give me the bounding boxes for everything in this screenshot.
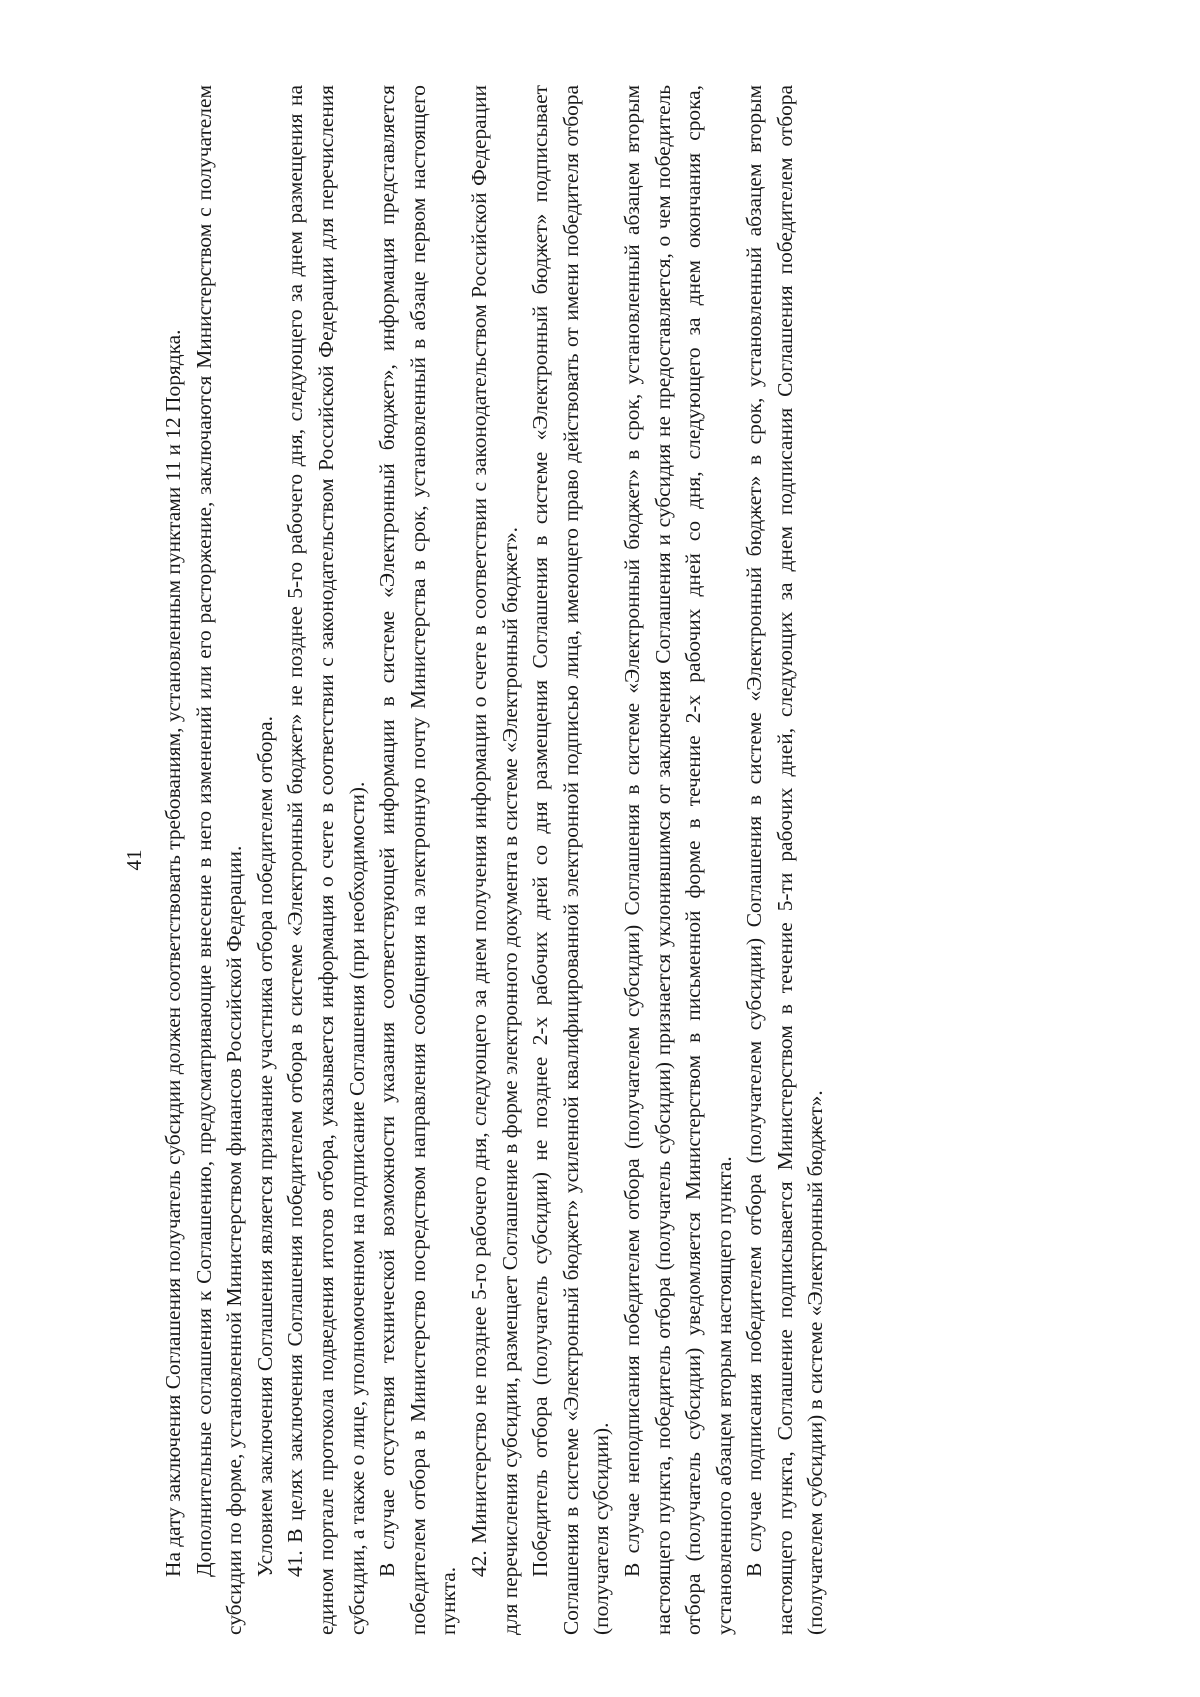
page-number: 41: [122, 849, 146, 871]
rotated-content: [120, 85, 1040, 1635]
paragraph: На дату заключения Соглашения получатель субсидии должен соответствовать требованиям, установленным пунктами 11 и 12 Порядка.: [161, 329, 185, 1577]
paragraph: Победитель отбора (получатель субсидии) не позднее 2-х рабочих дней со дня размещения Соглашения в системе «Электронный бюджет» подписывает Соглашения в системе «Электронный бюджет» усиленной квалифицированной электронной подписью лица, имеющего право действовать от имени победителя отбора (получателя субсидии).: [528, 85, 614, 1635]
paragraph: 41. В целях заключения Соглашения победителем отбора в системе «Электронный бюджет» не позднее 5-го рабочего дня, следующего за днем размещения на едином портале протокола подведения итогов отбора, указывается информация о счете в соответствии с законодательством Российской Федерации для перечисления субсидии, а также о лице, уполномоченном на подписание Соглашения (при необходимости).: [283, 85, 369, 1635]
paragraph: Условием заключения Соглашения является признание участника отбора победителем отбора.: [252, 716, 277, 1577]
paragraph: 42. Министерство не позднее 5-го рабочего дня, следующего за днем получения информации о счете в соответствии с законодательством Российской Федерации для перечисления субсидии, размещает Соглашение в форме электронного документа в системе «Электронный бюджет».: [466, 85, 522, 1635]
paragraph: В случае отсутствия технической возможности указания соответствующей информации в системе «Электронный бюджет», информация представляется победителем отбора в Министерство посредством направления сообщения на электронную почту Министерства в срок, установленный в абзаце первом настоящего пункта.: [375, 85, 461, 1635]
paragraph: В случае неподписания победителем отбора (получателем субсидии) Соглашения в системе «Электронный бюджет» в срок, установленный абзацем вторым настоящего пункта, победитель отбора (получатель субсидии) признается уклонившимся от заключения Соглашения и субсидия не предоставляется, о чем победитель отбора (получатель субсидии) уведомляется Министерством в письменной форме в течение 2-х рабочих дней со дня, следующего за днем окончания срока, установленного абзацем вторым настоящего пункта.: [619, 85, 736, 1635]
paragraph: В случае подписания победителем отбора (получателем субсидии) Соглашения в системе «Электронный бюджет» в срок, установленный абзацем вторым настоящего пункта, Соглашение подписывается Министерством в течение 5-ти рабочих дней, следующих за днем подписания Соглашения победителем отбора (получателем субсидии) в системе «Электронный бюджет».: [742, 85, 828, 1635]
document-body: [158, 85, 831, 1635]
paragraph: Дополнительные соглашения к Соглашению, предусматривающие внесение в него изменений или его расторжение, заключаются Министерством с получателем субсидии по форме, установленной Министерством финансов Российской Федерации.: [191, 85, 247, 1635]
